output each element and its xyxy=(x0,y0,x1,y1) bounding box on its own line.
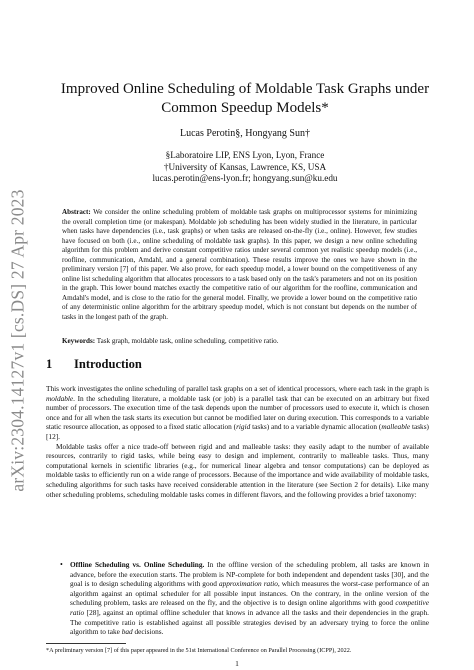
p1-text-d: tasks) [12]. xyxy=(46,422,429,441)
section-title: Introduction xyxy=(74,357,142,371)
section-heading xyxy=(46,357,142,372)
p1-italic-moldable: moldable xyxy=(46,393,74,403)
bullet-text-d: decisions. xyxy=(132,627,164,637)
keywords-text: Task graph, moldable task, online scheduling, competitive ratio. xyxy=(96,337,279,345)
bullet-text-c: [28], against an optimal offline scheduler that knows in advance all the tasks and their dependencies in the graph. The competitive ratio is established against all possible strategies devised by an adversary trying to force the online algorithm to take xyxy=(70,607,429,637)
title-line-2: Common Speedup Models* xyxy=(161,100,329,116)
keywords xyxy=(62,337,417,345)
keywords-label: Keywords: xyxy=(62,337,96,345)
title-line-1: Improved Online Scheduling of Moldable Task Graphs under xyxy=(60,81,430,97)
bullet-item xyxy=(60,560,430,637)
abstract xyxy=(62,208,417,322)
p1-italic-rigid: rigid xyxy=(236,422,251,432)
affiliations xyxy=(40,150,450,185)
bullet-italic-bad: bad xyxy=(121,627,133,637)
intro-paragraph-2: Moldable tasks offer a nice trade-off between rigid and and malleable tasks: they easily adapt to the number of available resources, contrarily to rigid tasks, while being easy to design and implement, contrarily to malleable tasks. Thus, many computational kernels in scientific libraries (e.g., for numerical linear algebra and tensor computations) can be deployed as moldable tasks to efficiently run on a wide range of processors. Because of the importance and wide availability of moldable tasks, scheduling algorithms for such tasks have received considerable attention in the literature (see Section 2 for details). Like many other scheduling problems, scheduling moldable tasks comes in different flavors, and the following provides a brief taxonomy: xyxy=(46,441,429,499)
section-number: 1 xyxy=(46,357,53,371)
footnote-rule xyxy=(46,643,126,644)
arxiv-stamp xyxy=(4,188,32,492)
p1-text-a: This work investigates the online scheduling of parallel task graphs on a set of identical processors, where each task in the graph is xyxy=(46,384,429,393)
intro-paragraph-1 xyxy=(46,384,429,442)
affiliation-2: †University of Kansas, Lawrence, KS, USA xyxy=(163,161,327,172)
p1-text-c: tasks) and to a variable dynamic allocation ( xyxy=(250,422,382,432)
arxiv-stamp-text: arXiv:2304.14127v1 [cs.DS] 27 Apr 2023 xyxy=(7,188,28,492)
authors: Lucas Perotin§, Hongyang Sun† xyxy=(180,128,310,139)
p1-italic-malleable: malleable xyxy=(381,422,411,432)
affiliation-1: §Laboratoire LIP, ENS Lyon, Lyon, France xyxy=(165,150,325,160)
bullet-italic-approx: approximation ratio xyxy=(218,579,278,589)
bullet-text-b: , which measures the worst-case performance of an algorithm against an optimal scheduler for all possible input instances. On the contrary, in the online version of the scheduling problem, tasks are released on the fly, and the objective is to design online algorithms with good xyxy=(70,579,430,608)
author-emails: lucas.perotin@ens-lyon.fr; hongyang.sun@ku.edu xyxy=(152,173,338,184)
intro-body xyxy=(46,384,429,499)
bullet-heading: Offline Scheduling vs. Online Scheduling. xyxy=(70,560,205,569)
page-number: 1 xyxy=(235,659,239,668)
bullet-text-a: In the offline version of the scheduling problem, all tasks are known in advance, before the execution starts. The problem is NP-complete for both independent and dependent tasks [30], and the goal is to design scheduling algorithms with good xyxy=(70,560,429,589)
abstract-label: Abstract: xyxy=(62,208,91,216)
bullet-italic-competitive: competitive ratio xyxy=(70,598,429,617)
paper-title xyxy=(40,80,450,118)
bullet-symbol: • xyxy=(60,560,63,569)
abstract-text: We consider the online scheduling problem of moldable task graphs on multiprocessor systems for minimizing the overall completion time (or makespan). Moldable job scheduling has been widely studied in the literature, in particular when tasks have dependencies (i.e., task graphs) or when tasks are released on-the-fly (i.e., online). However, few studies have focused on both (i.e., online scheduling of moldable task graphs). In this paper, we design a new online scheduling algorithm for this problem and derive constant competitive ratios under several common yet realistic speedup models (i.e., roofline, communication, Amdahl, and a general combination). These results improve the ones we have shown in the preliminary version [7] of this paper. We also prove, for each speedup model, a lower bound on the competitiveness of any online list scheduling algorithm that allocates processors to a task based only on the task's parameters and not on its position in the graph. This lower bound matches exactly the competitive ratio of our algorithm for the roofline, communication and Amdahl's model, and is close to the ratio for the general model. Finally, we provide a lower bound on the competitive ratio of any deterministic online algorithm for the arbitrary speedup model, which is not constant but depends on the number of tasks in the longest path of the graph. xyxy=(62,208,417,321)
p1-text-b: . In the scheduling literature, a moldable task (or job) is a parallel task that can be executed on an arbitrary but fixed number of processors. The execution time of the task depends upon the number of processors used to execute it, which is chosen once and for all when the task starts its execution but cannot be modified later on during execution. This corresponds to a variable static resource allocation, as opposed to a fixed static allocation ( xyxy=(46,393,429,432)
footnote: *A preliminary version [7] of this paper appeared in the 51st International Conference on Parallel Processing (ICPP), 2022. xyxy=(46,647,352,654)
